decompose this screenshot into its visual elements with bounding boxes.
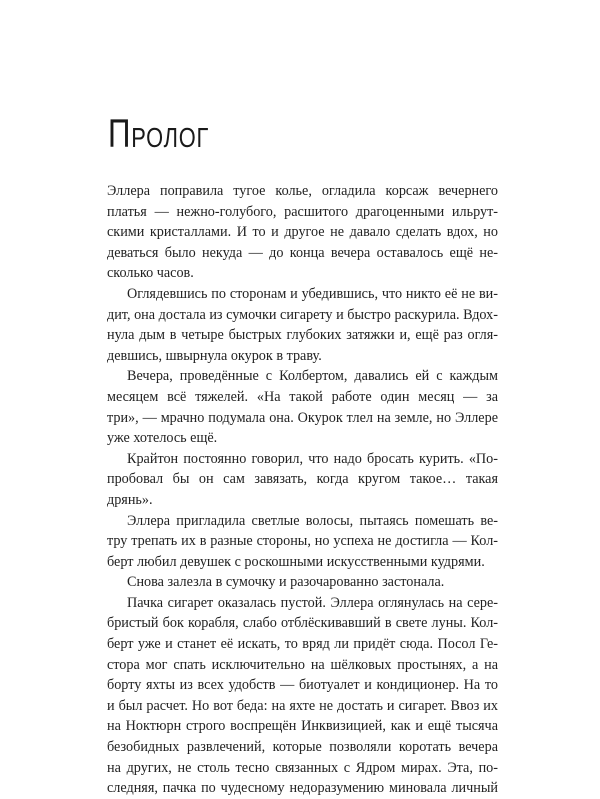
text-line: безобидных развлечений, которые позволяли коротать вечера (107, 739, 498, 756)
paragraph (107, 366, 498, 448)
text-line: борту яхты из всех удобств — биотуалет и кондиционер. На то (107, 677, 498, 694)
text-line: дрянь». (107, 491, 153, 508)
text-line: Снова залезла в сумочку и разочарованно застонала. (127, 574, 445, 591)
text-line: на Ноктюрн строго воспрещён Инквизицией, как и ещё тысяча (107, 718, 498, 735)
text-line: и был расчет. Но вот беда: на яхте не достать и сигарет. Ввоз их (107, 697, 498, 714)
paragraph (107, 181, 498, 284)
text-line: берт любил девушек с роскошными искусственными кудрями. (107, 553, 485, 570)
text-line: Крайтон постоянно говорил, что надо бросать курить. «По- (127, 450, 498, 467)
paragraph (107, 593, 498, 799)
text-line: следняя, пачка по чудесному недоразумению миновала личный (107, 780, 498, 797)
text-line: тру трепать их в разные стороны, но успеха не достигла — Кол- (107, 533, 498, 550)
text-line: на других, не столь тесно связанных с Ядром мирах. Эта, по- (107, 759, 498, 776)
text-line: месяцем всё тяжелей. «На такой работе один месяц — за (107, 388, 498, 405)
paragraph (107, 284, 498, 366)
text-line: уже хотелось ещё. (107, 430, 218, 447)
text-line: Эллера пригладила светлые волосы, пытаясь помешать ве- (127, 512, 498, 529)
text-line: платья — нежно-голубого, расшитого драгоценными ильрут- (107, 203, 498, 220)
paragraph (107, 449, 498, 511)
text-line: Пачка сигарет оказалась пустой. Эллера оглянулась на сере- (127, 594, 498, 611)
text-line: стора мог спать исключительно на шёлковых простынях, а на (107, 656, 498, 673)
paragraph (107, 572, 498, 593)
text-line: деваться было некуда — до конца вечера оставалось ещё не- (107, 244, 498, 261)
text-line: берт уже и станет её искать, то вряд ли придёт сюда. Посол Ге- (107, 636, 498, 653)
text-line: дит, она достала из сумочки сигарету и быстро раскурила. Вдох- (107, 306, 498, 323)
text-line: сколько часов. (107, 265, 194, 282)
body-text (107, 181, 498, 799)
text-line: девшись, швырнула окурок в траву. (107, 347, 322, 364)
text-line: три», — мрачно подумала она. Окурок тлел на земле, но Эллере (107, 409, 498, 426)
text-line: нула дым в четыре быстрых глубоких затяжки и, ещё раз огля- (107, 327, 498, 344)
chapter-title: Пролог (108, 112, 210, 156)
text-line: бристый бок корабля, слабо отблёскивавший в свете луны. Кол- (107, 615, 498, 632)
paragraph (107, 511, 498, 573)
text-line: Вечера, проведённые с Колбертом, давались ей с каждым (127, 368, 498, 385)
text-line: Оглядевшись по сторонам и убедившись, что никто её не ви- (127, 285, 498, 302)
text-line: скими кристаллами. И то и другое не давало сделать вдох, но (107, 224, 498, 241)
text-line: пробовал бы он сам завязать, когда кругом такое… такая (107, 471, 498, 488)
text-line: Эллера поправила тугое колье, огладила корсаж вечернего (107, 183, 498, 199)
